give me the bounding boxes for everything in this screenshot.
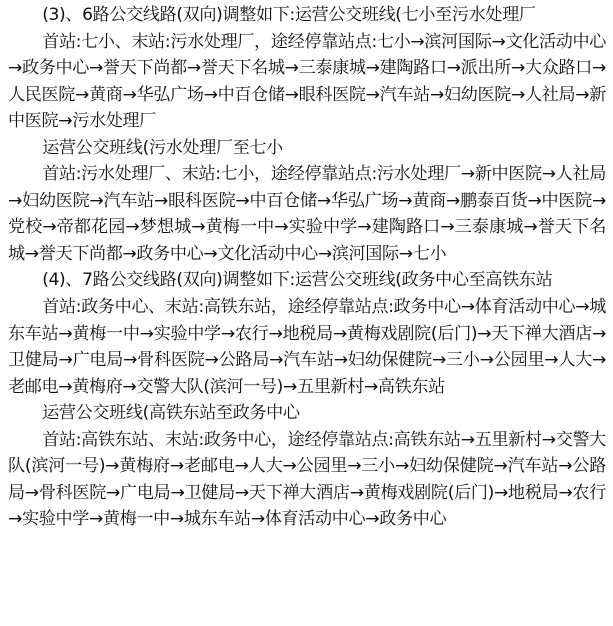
route-7-return-heading: 运营公交班线(高铁东站至政务中心 [42, 403, 300, 424]
route-7-heading: (4)、7路公交线路(双向)调整如下:运营公交班线(政务中心至高铁东站 [42, 270, 553, 291]
route-6-return-heading: 运营公交班线(污水处理厂至七小 [42, 137, 283, 158]
route-7-return-stops: 首站:高铁东站、末站:政务中心，途经停靠站点:高铁东站→五里新村→交警大队(滨河一号)→黄梅府→老邮电→人大→公园里→三小→妇幼保健院→汽车站→公路局→骨科医院→广电局→卫健局→天下禅大酒店→黄梅戏剧院(后门)→地税局→农行→实验中学→黄梅一中→城东车站→体育活动中心→政务中心 [8, 429, 606, 530]
route-6-heading: (3)、6路公交线路(双向)调整如下:运营公交班线(七小至污水处理厂 [42, 5, 536, 25]
route-7-outbound-stops: 首站:政务中心、末站:高铁东站，途经停靠站点:政务中心→体育活动中心→城东车站→黄梅一中→实验中学→农行→地税局→黄梅戏剧院(后门)→天下禅大酒店→卫健局→广电局→骨科医院→公路局→汽车站→妇幼保健院→三小→公园里→人大→老邮电→黄梅府→交警大队(滨河一号)→五里新村→高铁东站 [8, 297, 606, 397]
document-body [8, 2, 606, 533]
route-6-outbound-stops: 首站:七小、末站:污水处理厂，途经停靠站点:七小→滨河国际→文化活动中心→政务中心→誉天下尚都→誉天下名城→三泰康城→建陶路口→派出所→大众路口→人民医院→黄商→华弘广场→中百仓储→眼科医院→汽车站→妇幼医院→人社局→新中医院→污水处理厂 [8, 31, 606, 132]
route-6-return-stops: 首站:污水处理厂、末站:七小，途经停靠站点:污水处理厂→新中医院→人社局→妇幼医院→汽车站→眼科医院→中百仓储→华弘广场→黄商→鹏泰百货→中医院→党校→帝都花园→梦想城→黄梅一中→实验中学→建陶路口→三泰康城→誉天下名城→誉天下尚都→政务中心→文化活动中心→滨河国际→七小 [8, 164, 606, 264]
